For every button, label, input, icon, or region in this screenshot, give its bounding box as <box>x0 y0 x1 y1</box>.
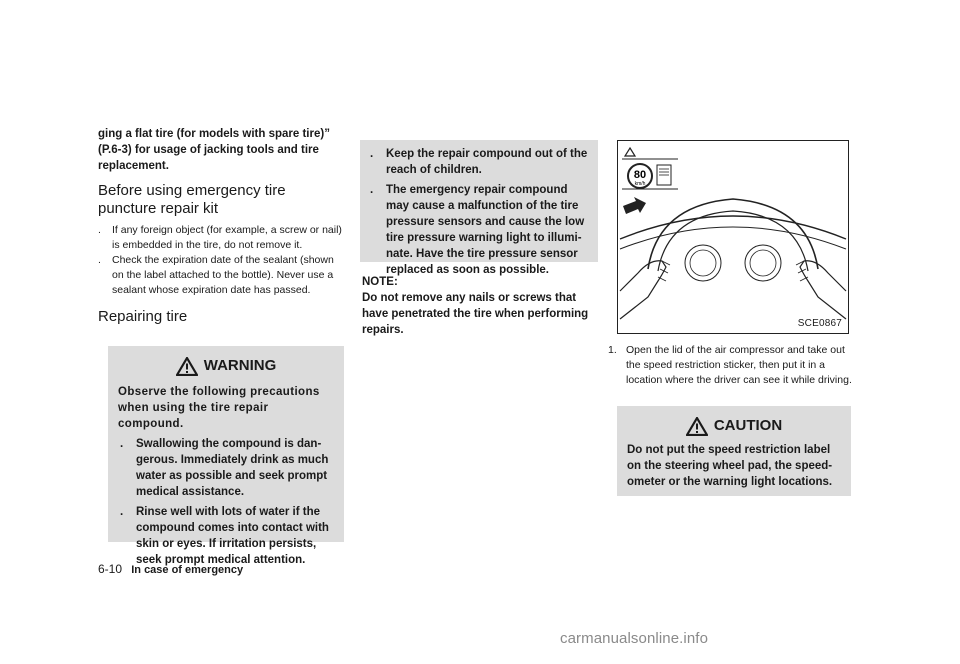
steering-wheel-icon <box>648 199 818 271</box>
speed-restriction-sticker <box>622 148 678 189</box>
caution-title: CAUTION <box>617 416 851 436</box>
step-1 <box>608 343 852 388</box>
note-section <box>362 274 602 338</box>
warning-triangle-icon <box>625 148 635 156</box>
warning-triangle-icon <box>686 417 708 436</box>
sticker-unit-text: km/h <box>634 181 646 187</box>
before-using-list <box>98 223 342 298</box>
list-item: . Check the expiration date of the sealant (shown on the label attached to the bottle). Never use a sealant whose expiration date has passed. <box>98 254 334 296</box>
continued-warning-box <box>360 140 598 276</box>
warning-triangle-icon <box>176 357 198 376</box>
list-item: . Keep the repair compound out of the reach of children. <box>370 148 588 176</box>
list-item: . Swallowing the compound is dan-gerous. Immediately drink as much water as possible and seek prompt medical assistance. <box>120 438 329 498</box>
heading-before-using: Before using emergency tire puncture repair kit <box>98 182 286 217</box>
section-title: In case of emergency <box>131 564 244 576</box>
warning-body <box>108 376 344 568</box>
page-number: 6-10 <box>98 562 123 576</box>
step-text: Open the lid of the air compressor and take out the speed restriction sticker, then put it in a location where the driver can see it while driving. <box>626 344 852 386</box>
warning-box <box>108 346 344 566</box>
continued-warning-body <box>360 140 598 278</box>
list-item: . If any foreign object (for example, a screw or nail) is embedded in the tire, do not remove it. <box>98 224 342 251</box>
column-left <box>98 126 342 326</box>
intro-paragraph: ging a flat tire (for models with spare tire)” (P.6-3) for usage of jacking tools and tire replacement. <box>98 128 330 172</box>
list-item: . Rinse well with lots of water if the compound comes into contact with skin or eyes. If irritation persists, seek prompt medical attention. <box>120 506 329 566</box>
caution-box <box>617 406 851 496</box>
heading-repairing-tire: Repairing tire <box>98 308 188 325</box>
warning-title: WARNING <box>108 356 344 376</box>
sticker-speed-text: 80 <box>633 169 647 181</box>
list-item: . The emergency repair compound may cause a malfunction of the tire pressure sensors and cause the low tire pressure warning light to illumi-nate. Have the tire pressure sensor replaced as soon as possible. <box>370 184 585 276</box>
warning-intro: Observe the following precautions when using the tire repair compound. <box>118 386 320 430</box>
caution-text: Do not put the speed restriction label on the steering wheel pad, the speed-ometer or the warning light locations. <box>627 444 833 488</box>
figure-illustration <box>618 141 848 333</box>
page-footer <box>98 562 243 576</box>
note-label: NOTE: <box>362 276 398 288</box>
arrow-icon <box>623 197 646 214</box>
figure-code: SCE0867 <box>797 318 842 329</box>
watermark: carmanualsonline.info <box>560 630 709 647</box>
note-text: Do not remove any nails or screws that have penetrated the tire when performing repairs. <box>362 292 589 336</box>
step-number: 1. <box>608 344 617 356</box>
figure-speed-sticker <box>617 140 849 334</box>
